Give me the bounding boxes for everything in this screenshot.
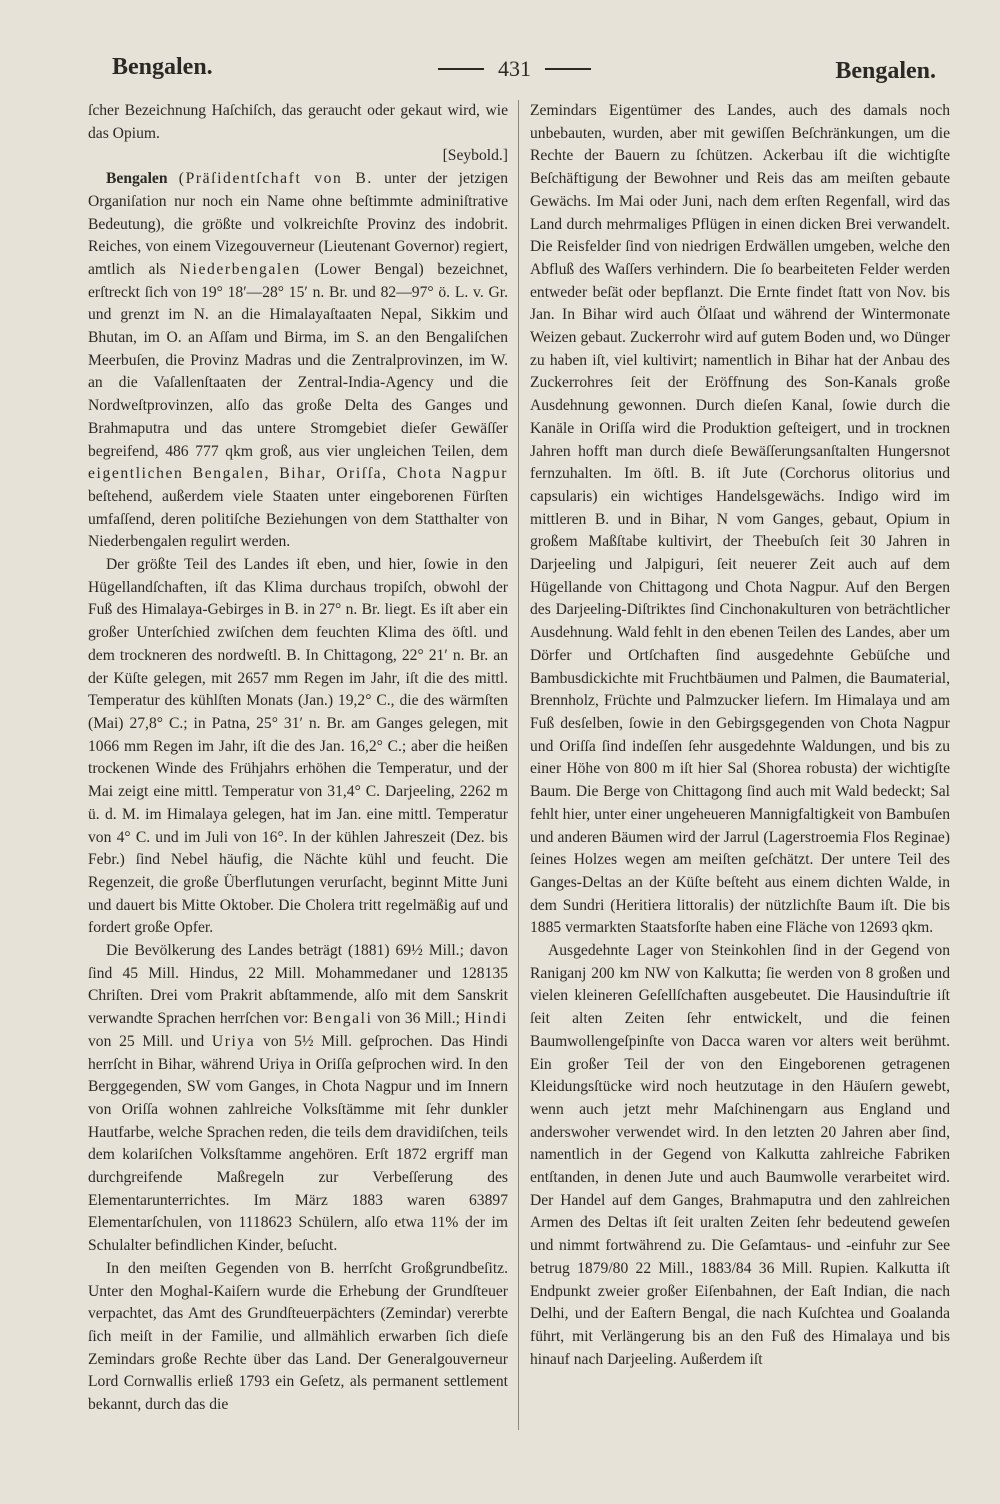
paragraph-landholding: In den meiſten Gegenden von B. herrſcht Großgrundbeſitz. Unter den Moghal-Kaiſern wurde die Erhebung der Grundſteuer verpachtet, das Amt des Grundſteuerpächters (Zemindar) vererbte ſich meiſt in der Familie, und allmählich erwarben ſich dieſe Zemindars große Rechte über das Land. Der Generalgouverneur Lord Cornwallis erließ 1793 ein Geſetz, als permanent settlement bekannt, durch das die (88, 1259, 508, 1414)
paragraph-industry-trade: Ausgedehnte Lager von Steinkohlen ſind in der Gegend von Raniganj 200 km NW von Kalkutta; ſie werden von 8 großen und vielen kleineren Geſellſchaften ausgebeutet. Die Hausinduſtrie iſt ſeit alten Zeiten ſehr entwickelt, und die feinen Baumwollengeſpinſte von Dacca waren vor alters weit berühmt. Ein großer Teil der von den Eingeborenen getragenen Kleidungsſtücke wird noch heutzutage in den Häuſern gewebt, wenn auch jetzt mehr Maſchinengarn aus England und anderswoher verwendet wird. In den letzten 20 Jahren aber ſind, namentlich in der Gegend von Kalkutta zahlreiche Fabriken entſtanden, in denen Jute und auch Baumwolle verarbeitet wird. Der Handel auf dem Ganges, Brahmaputra und den zahlreichen Armen des Deltas iſt ſeit uralten Zeiten ſehr bedeutend geweſen und nimmt fortwährend zu. Die Geſamtaus- und -einfuhr zur See betrug 1879/80 22 Mill., 1883/84 36 Mill. Rupien. Kalkutta iſt Endpunkt zweier großer Eiſenbahnen, der Eaſt Indian, die nach Delhi, und der Eaſtern Bengal, die nach Kuſchtea und Goalanda führt, mit Verlängerung bis an den Fuß des Himalaya und bis hinauf nach Darjeeling. Außerdem iſt (530, 942, 950, 1368)
spaced-term-parts: eigentlichen Bengalen, Bihar, Oriſſa, Chota Nagpur (88, 465, 508, 483)
continuation-text: ſcher Bezeichnung Haſchiſch, das geraucht oder gekaut wird, wie das Opium. (88, 102, 508, 142)
entry-headword: Bengalen (106, 170, 168, 188)
entry-text-b: (Lower Bengal) bezeichnet, erſtreckt ſich von 19° 18′—28° 15′ n. Br. und 82—97° ö. L. v. Gr. und grenzt im N. an die Himalayaſtaaten Nepal, Sikkim und Bhutan, im O. an Aſſam und Birma, im S. an den Bengaliſchen Meerbuſen, die Provinz Madras und die Zentralprovinzen, im W. an die Vaſallenſtaaten der Zentral-India-Agency und die Nordweſtprovinzen, alſo das große Delta des Ganges und Brahmaputra und das untere Stromgebiet dieſer Gewäſſer begreifend, 486 777 qkm groß, aus vier ungleichen Teilen, dem (88, 260, 508, 460)
spaced-term-hindi: Hindi (464, 1010, 508, 1028)
spaced-term-bengali: Bengali (312, 1010, 373, 1028)
header-dash-left (438, 68, 484, 70)
population-text-b: von 36 Mill.; (376, 1010, 460, 1028)
page-header (112, 54, 936, 94)
paragraph-entry-bengalen (88, 168, 508, 554)
entry-text-c: beſtehend, außerdem viele Staaten unter eingeborenen Fürſten umfaſſend, deren politiſche Beziehungen von dem Statthalter von Niederbengalen regulirt werden. (88, 487, 508, 551)
entry-subtitle: (Präſidentſchaft von B. (178, 170, 373, 188)
column-divider (518, 100, 519, 1430)
population-text-c: von 25 Mill. und (88, 1032, 205, 1050)
page-number-block (438, 56, 591, 82)
running-head-left: Bengalen. (112, 54, 213, 80)
population-text-d: von 5½ Mill. geſprochen. Das Hindi herrſcht in Bihar, während Uriya in Oriſſa geſprochen wird. In den Berggegenden, SW vom Ganges, in Chota Nagpur und im Innern von Oriſſa wohnen zahlreiche Volksſtämme mit ſehr dunkler Hautfarbe, welche Sprachen reden, die teils dem dravidiſchen, teils dem kolariſchen Volksſtamme angehören. Erſt 1872 ergriff man durchgreifende Maßregeln zur Verbeſſerung des Elementarunterrichtes. Im März 1883 waren 63897 Elementarſchulen, von 1118623 Schülern, alſo etwa 11% der im Schulalter befindlichen Kinder, beſucht. (88, 1032, 508, 1255)
spaced-term-uriya: Uriya (211, 1032, 256, 1050)
left-column (88, 100, 508, 1417)
author-signature: [Seybold.] (442, 147, 508, 165)
right-column (530, 100, 950, 1371)
spaced-term-niederbengalen: Niederbengalen (179, 260, 301, 278)
running-head-right: Bengalen. (835, 58, 936, 84)
paragraph-climate: Der größte Teil des Landes iſt eben, und hier, ſowie in den Hügellandſchaften, iſt das Klima durchaus tropiſch, obwohl der Fuß des Himalaya-Gebirges in B. in 27° n. Br. liegt. Es iſt aber ein großer Unterſchied zwiſchen dem feuchten Klima des öſtl. und dem trockneren des nordweſtl. B. In Chittagong, 22° 21′ n. Br. an der Küſte gelegen, mit 2657 mm Regen im Jahr, iſt die des mittl. Temperatur des kühlſten Monats (Jan.) 19,2° C., die des wärmſten (Mai) 27,8° C.; in Patna, 25° 31′ n. Br. am Ganges gelegen, mit 1066 mm Regen im Jahr, iſt die des Jan. 16,2° C.; aber die heißen trockenen Winde des Frühjahrs erhöhen die Temperatur, und der Mai zeigt eine mittl. Temperatur von 31,4° C. Darjeeling, 2262 m ü. d. M. im Himalaya gelegen, hat im Jan. eine mittl. Temperatur von 4° C. und im Juli von 16°. In der kühlen Jahreszeit (Dez. bis Febr.) ſind Nebel häufig, die Nächte kühl und feucht. Die Regenzeit, die große Überflutungen verurſacht, beginnt Mitte Juni und dauert bis Mitte Oktober. Die Cholera tritt regelmäßig auf und fordert große Opfer. (88, 556, 508, 937)
header-dash-right (545, 68, 591, 70)
population-text-a: Die Bevölkerung des Landes beträgt (1881) 69½ Mill.; davon ſind 45 Mill. Hindus, 22 Mill. Mohammedaner und 128135 Chriſten. Drei vom Prakrit abſtammende, alſo mit dem Sanskrit verwandte Sprachen herrſchen vor: (88, 942, 508, 1028)
paragraph-agriculture: Zemindars Eigentümer des Landes, auch des damals noch unbebauten, wurden, aber mit gewiſſen Beſchränkungen, um die Rechte der Bauern zu ſchützen. Ackerbau iſt die wichtigſte Beſchäftigung der Bewohner und Reis das am meiſten gebaute Gewächs. Im Mai oder Juni, nach dem erſten Regenfall, wird das Land durch mehrmaliges Pflügen in einen dicken Brei verwandelt. Die Reisfelder ſind von niedrigen Erdwällen umgeben, welche den Abfluß des Waſſers verhindern. Die ſo bearbeiteten Felder werden entweder beſät oder bepflanzt. Die Ernte findet ſtatt von Nov. bis Jan. In Bihar wird auch Ölſaat und während der Wintermonate Weizen gebaut. Zuckerrohr wird auf gutem Boden und, wo Dünger zu haben iſt, viel kultivirt; namentlich in Bihar hat der Anbau des Zuckerrohres ſeit der Eröffnung des Son-Kanals große Ausdehnung gewonnen. Durch dieſen Kanal, ſowie durch die Kanäle in Oriſſa wird die Produktion geſteigert, und in trocknen Jahren hofft man durch dieſe Bewäſſerungsanſtalten Hungersnot fernzuhalten. Im öſtl. B. iſt Jute (Corchorus olitorius und capsularis) ein wichtiges Handelsgewächs. Indigo wird im mittleren B. und in Bihar, N vom Ganges, gebaut, Opium in großem Maßſtabe kultivirt, der Theebuſch ſeit 30 Jahren in Darjeeling und Jalpiguri, ſeit neuerer Zeit auch auf dem Hügellande von Chittagong und Chota Nagpur. Auf den Bergen des Darjeeling-Diſtriktes ſind Cinchonakulturen von beträchtlicher Ausdehnung. Wald fehlt in den ebenen Teilen des Landes, aber um Dörfer und Ortſchaften ſind ausgedehnte Gebüſche und Bambusdickichte mit Fruchtbäumen und Palmen, die Baumaterial, Brennholz, Früchte und Palmzucker liefern. Im Himalaya und am Fuß desſelben, ſowie in den Gebirgsgegenden von Chota Nagpur und Oriſſa ſind indeſſen ſehr ausgedehnte Waldungen, und bis zu einer Höhe von 800 m iſt hier Sal (Shorea robusta) der wichtigſte Baum. Die Berge von Chittagong ſind auch mit Wald bedeckt; Sal fehlt hier, unter einer ungeheueren Mannigfaltigkeit von Bambuſen und anderen Bäumen wird der Jarrul (Lagerstroemia Flos Reginae) ſeines Holzes wegen am meiſten geſchätzt. Der untere Teil des Ganges-Deltas an der Küſte beſteht aus einem dichten Walde, in dem Sundri (Heritiera littoralis) der nützlichſte Baum iſt. Die bis 1885 vermarkten Staatsforſte haben eine Fläche von 12693 qkm. (530, 102, 950, 937)
paragraph-continuation (88, 100, 508, 168)
entry-text-a: unter der jetzigen Organiſation nur noch ein Name ohne beſtimmte adminiſtrative Bedeutung), die größte und volkreichſte Provinz des indobrit. Reiches, von einem Vizegouverneur (Lieutenant Governor) regiert, amtlich als (88, 170, 508, 278)
page-number: 431 (498, 56, 531, 81)
paragraph-population (88, 940, 508, 1258)
